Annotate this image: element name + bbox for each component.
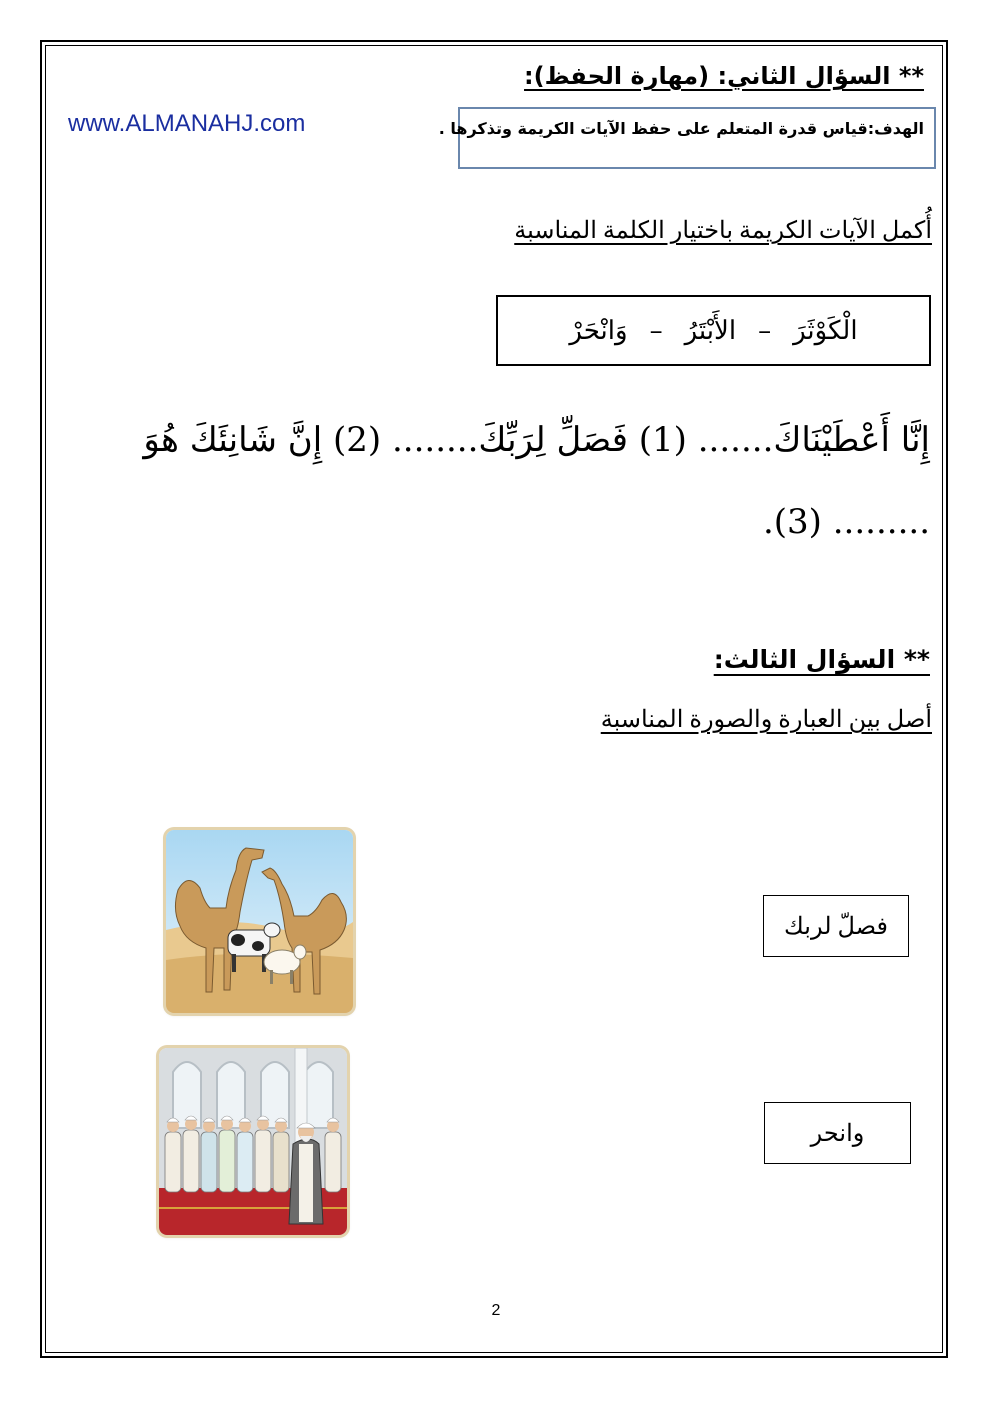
question3-instruction: أصل بين العبارة والصورة المناسبة [600, 707, 932, 733]
site-url[interactable]: www.ALMANAHJ.com [68, 110, 306, 137]
word-bank-item: وَانْحَرْ [569, 315, 628, 346]
question2-instruction: أُكمل الآيات الكريمة باختيار الكلمة المناسبة [514, 218, 932, 244]
word-bank-item: الأَبْتَرُ [684, 315, 737, 346]
word-bank [496, 295, 931, 366]
verse-line-2: ......... (3). [762, 502, 930, 542]
phrase-text: وانحر [810, 1120, 865, 1147]
phrase-text: فصلّ لربك [784, 913, 888, 940]
word-bank-item: الْكَوْثَرَ [793, 315, 858, 346]
camels-livestock-illustration[interactable] [166, 830, 353, 1013]
congregational-prayer-illustration[interactable] [159, 1048, 347, 1235]
word-bank-separator: – [758, 315, 772, 346]
page-number: 2 [491, 1302, 501, 1319]
question3-heading: ** السؤال الثالث: [713, 645, 930, 674]
phrase-box-sacrifice[interactable] [764, 1102, 911, 1164]
question2-heading: ** السؤال الثاني: (مهارة الحفظ): [524, 62, 924, 90]
word-bank-separator: – [649, 315, 663, 346]
phrase-box-pray[interactable] [763, 895, 909, 957]
verse-line-1: إِنَّا أَعْطَيْنَاكَ....... (1) فَصَلِّ لِرَبِّكَ........ (2) إِنَّ شَانِئَكَ هُوَ [143, 420, 930, 460]
goal-text: الهدف:قياس قدرة المتعلم على حفظ الآيات الكريمة وتذكرها . [438, 119, 924, 138]
goal-box [438, 107, 936, 169]
